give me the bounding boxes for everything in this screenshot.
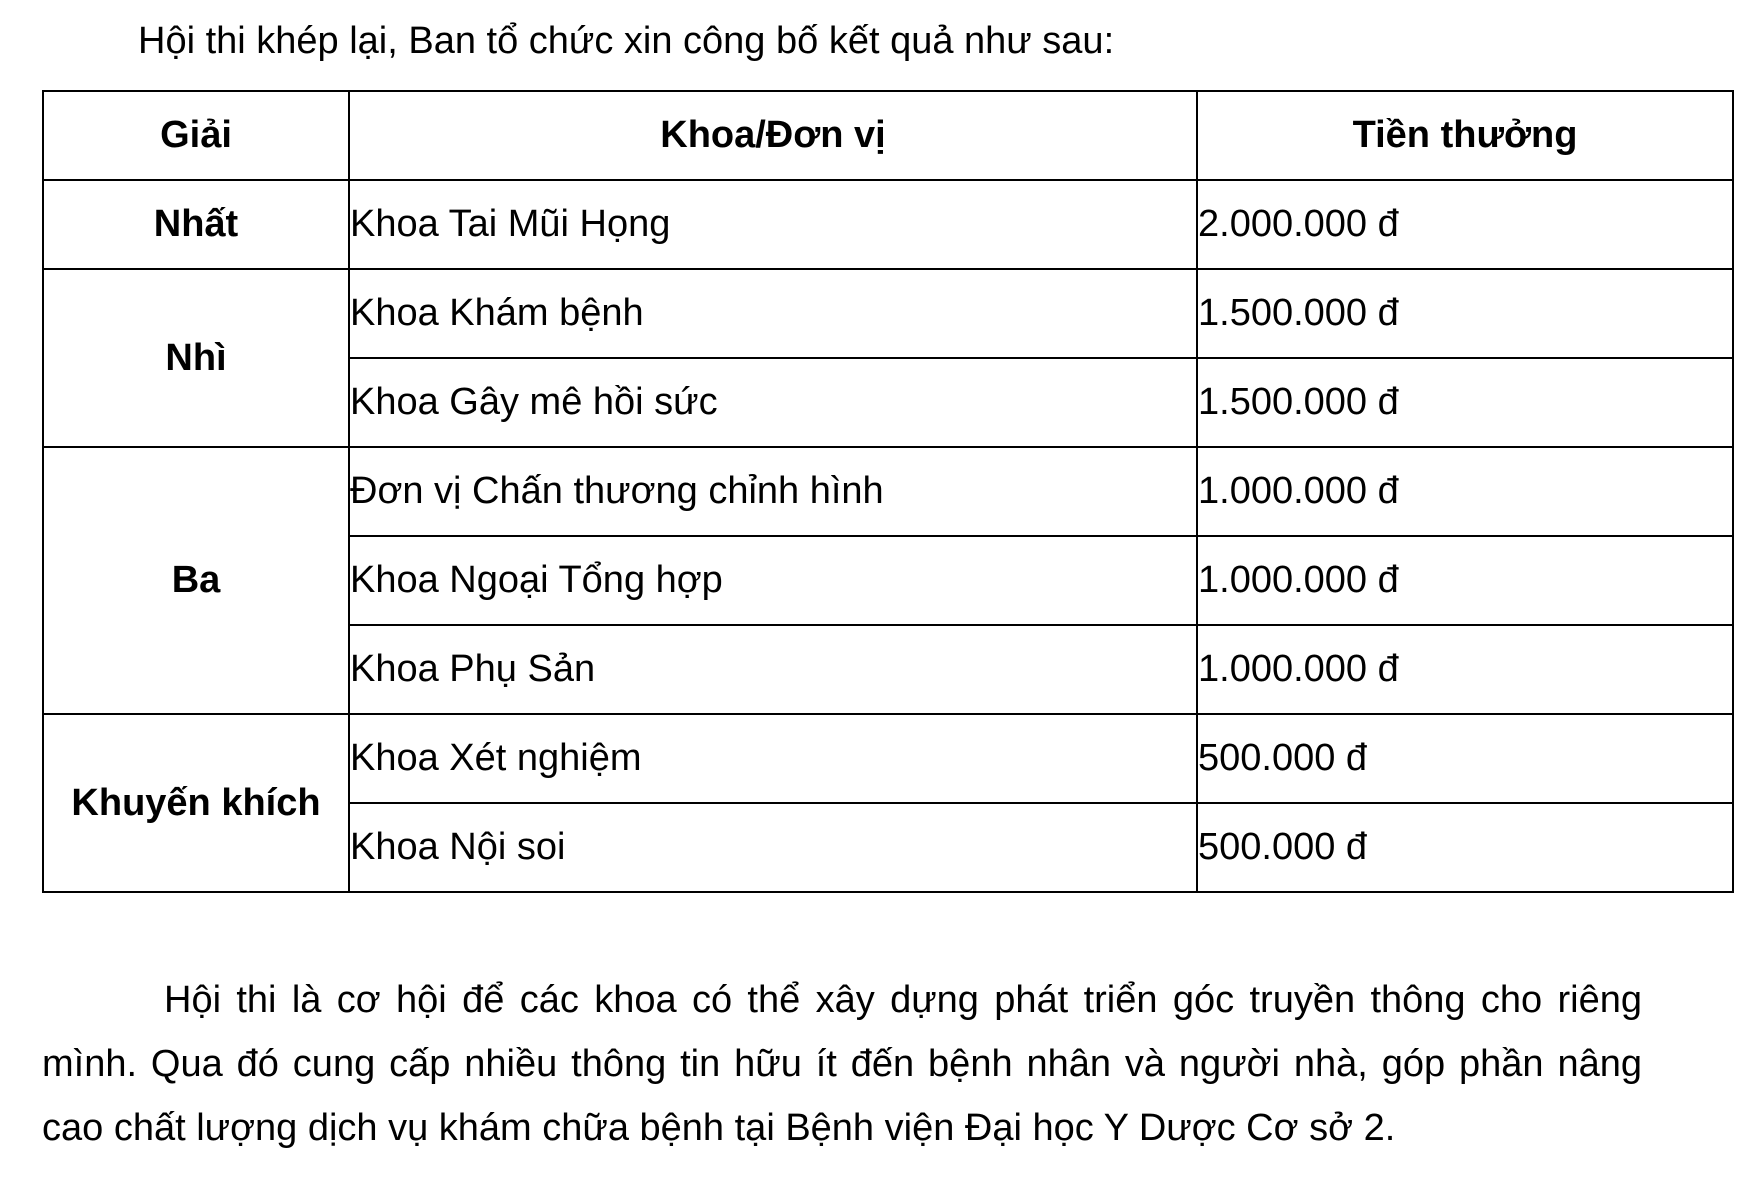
outro-paragraph: Hội thi là cơ hội để các khoa có thể xây dựng phát triển góc truyền thông cho riêng mình. Qua đó cung cấp nhiều thông tin hữu ít đến bệnh nhân và người nhà, góp phần nâng cao chất lượng dịch vụ khám chữa bệnh tại Bệnh viện Đại học Y Dược Cơ sở 2. bbox=[42, 979, 1642, 1149]
amount-cell: 1.500.000 đ bbox=[1197, 269, 1733, 358]
unit-cell: Khoa Tai Mũi Họng bbox=[349, 180, 1197, 269]
intro-paragraph: Hội thi khép lại, Ban tổ chức xin công bố kết quả như sau: bbox=[138, 20, 1115, 62]
amount-cell: 500.000 đ bbox=[1197, 714, 1733, 803]
amount-cell: 1.500.000 đ bbox=[1197, 358, 1733, 447]
table-row bbox=[43, 269, 1733, 358]
header-prize: Giải bbox=[43, 91, 349, 180]
unit-cell: Khoa Phụ Sản bbox=[349, 625, 1197, 714]
prize-cell: Nhất bbox=[43, 180, 349, 269]
table-row bbox=[43, 447, 1733, 536]
unit-cell: Khoa Nội soi bbox=[349, 803, 1197, 892]
unit-cell: Khoa Xét nghiệm bbox=[349, 714, 1197, 803]
unit-cell: Khoa Khám bệnh bbox=[349, 269, 1197, 358]
table-header-row bbox=[43, 91, 1733, 180]
table-row bbox=[43, 714, 1733, 803]
amount-cell: 2.000.000 đ bbox=[1197, 180, 1733, 269]
amount-cell: 500.000 đ bbox=[1197, 803, 1733, 892]
amount-cell: 1.000.000 đ bbox=[1197, 625, 1733, 714]
prize-cell: Ba bbox=[43, 447, 349, 714]
prize-cell: Khuyến khích bbox=[43, 714, 349, 892]
table-row bbox=[43, 180, 1733, 269]
amount-cell: 1.000.000 đ bbox=[1197, 536, 1733, 625]
unit-cell: Đơn vị Chấn thương chỉnh hình bbox=[349, 447, 1197, 536]
header-unit: Khoa/Đơn vị bbox=[349, 91, 1197, 180]
prize-cell: Nhì bbox=[43, 269, 349, 447]
header-amount: Tiền thưởng bbox=[1197, 91, 1733, 180]
unit-cell: Khoa Gây mê hồi sức bbox=[349, 358, 1197, 447]
results-table bbox=[42, 90, 1734, 893]
unit-cell: Khoa Ngoại Tổng hợp bbox=[349, 536, 1197, 625]
amount-cell: 1.000.000 đ bbox=[1197, 447, 1733, 536]
